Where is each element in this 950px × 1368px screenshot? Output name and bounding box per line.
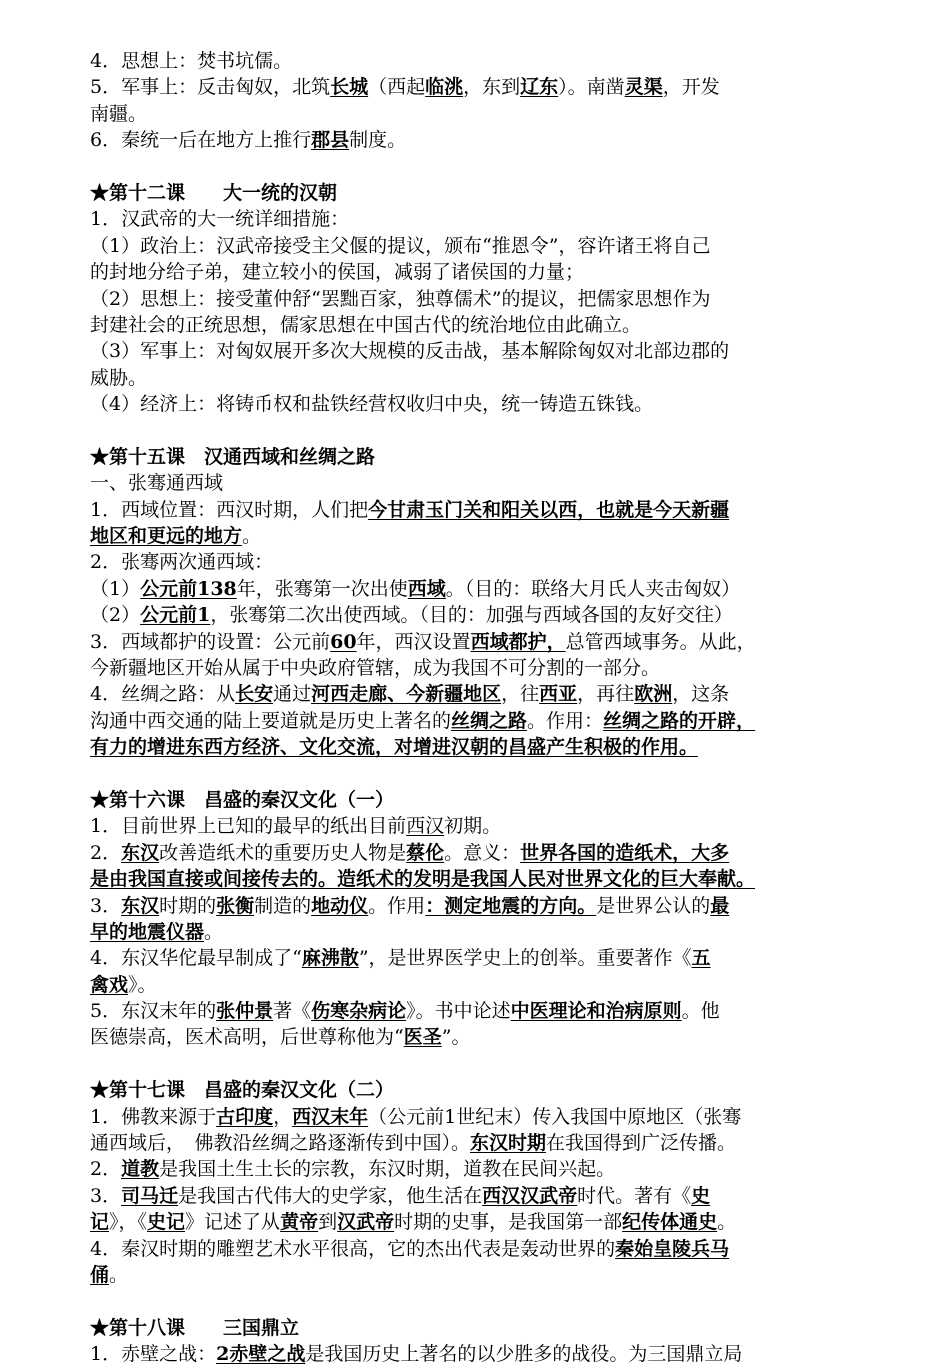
section-heading bbox=[90, 787, 870, 813]
emphasized-text: 黄帝 bbox=[280, 1211, 319, 1234]
text-span: 是世界公认的 bbox=[596, 894, 711, 917]
text-span: 1．目前世界上已知的最早的纸出目前 bbox=[90, 815, 407, 838]
emphasized-text: 今甘肃玉门关和阳关以西，也就是今天新疆 bbox=[368, 498, 730, 521]
text-span: 。 bbox=[242, 525, 262, 548]
text-span: ，再往 bbox=[577, 683, 635, 706]
text-line bbox=[90, 1209, 870, 1235]
text-span: 。他 bbox=[681, 1000, 720, 1023]
emphasized-text: 司马迁 bbox=[121, 1184, 179, 1207]
text-span: 。 bbox=[109, 1263, 129, 1286]
emphasized-text: 灵渠 bbox=[624, 76, 663, 99]
text-line bbox=[90, 1236, 870, 1262]
emphasized-text: 东汉时期 bbox=[470, 1132, 547, 1155]
text-span: ，张骞第二次出使西域。（目的：加强与西域各国的友好交往） bbox=[210, 604, 733, 627]
emphasized-text: 最 bbox=[710, 894, 730, 917]
text-span: ”，是世界医学史上的创举。重要著作《 bbox=[358, 947, 692, 970]
emphasized-text: 医圣 bbox=[403, 1026, 442, 1049]
text-line bbox=[90, 1262, 870, 1288]
emphasized-text: 张仲景 bbox=[216, 1000, 274, 1023]
emphasized-text: 公元前138 bbox=[140, 577, 237, 600]
text-span: 。 bbox=[717, 1211, 737, 1234]
emphasized-text: 秦始皇陵兵马 bbox=[615, 1237, 730, 1260]
text-line bbox=[90, 497, 870, 523]
emphasized-text: 俑 bbox=[90, 1263, 110, 1286]
emphasized-text: 东汉 bbox=[121, 894, 160, 917]
emphasized-text: 西域都护， bbox=[470, 630, 566, 653]
text-line bbox=[90, 549, 870, 575]
text-span: （3）军事上：对匈奴展开多次大规模的反击战，基本解除匈奴对北部边郡的 bbox=[90, 340, 730, 363]
text-line bbox=[90, 48, 870, 74]
text-span: ，东到 bbox=[463, 76, 521, 99]
text-span: （2）思想上：接受董仲舒“罢黜百家，独尊儒术”的提议，把儒家思想作为 bbox=[90, 287, 711, 310]
text-span: 威胁。 bbox=[90, 366, 148, 389]
emphasized-text: 五 bbox=[691, 947, 711, 970]
text-span: 一、张骞通西域 bbox=[90, 472, 224, 495]
text-line bbox=[90, 1183, 870, 1209]
text-span: 年，西汉设置 bbox=[356, 630, 471, 653]
text-line bbox=[90, 1341, 870, 1367]
emphasized-text: 临洮 bbox=[425, 76, 464, 99]
text-span: 封建社会的正统思想，儒家思想在中国古代的统治地位由此确立。 bbox=[90, 313, 642, 336]
emphasized-text: 早的地震仪器 bbox=[90, 920, 205, 943]
text-span: 3． bbox=[90, 894, 122, 917]
text-span: 2．张骞两次通西域： bbox=[90, 551, 274, 574]
text-span: （1） bbox=[90, 577, 141, 600]
text-span: 在我国得到广泛传播。 bbox=[546, 1132, 737, 1155]
text-span: 4．思想上：焚书坑儒。 bbox=[90, 50, 293, 72]
text-span: 》。书中论述 bbox=[406, 1000, 511, 1023]
text-line bbox=[90, 1156, 870, 1182]
emphasized-text: 丝绸之路的开辟， bbox=[603, 709, 756, 732]
text-span: 2． bbox=[90, 1158, 122, 1181]
text-span: 年，张骞第一次出使 bbox=[236, 577, 408, 600]
emphasized-text: 世界各国的造纸术，大多 bbox=[520, 841, 730, 864]
section-heading bbox=[90, 444, 870, 470]
text-line bbox=[90, 681, 870, 707]
text-span: 是我国古代伟大的史学家，他生活在 bbox=[178, 1184, 483, 1207]
text-span: 1．佛教来源于 bbox=[90, 1105, 217, 1128]
text-line bbox=[90, 101, 870, 127]
emphasized-text: 道教 bbox=[121, 1158, 160, 1181]
blank-line bbox=[90, 417, 870, 443]
text-line bbox=[90, 840, 870, 866]
text-line bbox=[90, 629, 870, 655]
text-line bbox=[90, 866, 870, 892]
text-span: 南疆。 bbox=[90, 102, 148, 125]
text-line bbox=[90, 998, 870, 1024]
text-line bbox=[90, 206, 870, 232]
text-span: ，往 bbox=[501, 683, 540, 706]
emphasized-text: 东汉 bbox=[121, 841, 160, 864]
text-span: 的封地分给子弟，建立较小的侯国，减弱了诸侯国的力量； bbox=[90, 261, 585, 284]
text-span: 6．秦统一后在地方上推行 bbox=[90, 129, 312, 152]
text-line bbox=[90, 365, 870, 391]
emphasized-text: 纪传体通史 bbox=[622, 1211, 718, 1234]
emphasized-text: 地区和更远的地方 bbox=[90, 525, 243, 548]
text-span: 时期的史事，是我国第一部 bbox=[394, 1211, 623, 1234]
text-span: ，这条 bbox=[672, 683, 730, 706]
text-span: 5．军事上：反击匈奴，北筑 bbox=[90, 76, 331, 99]
emphasized-text: ：测定地震的方向。 bbox=[425, 894, 597, 917]
emphasized-text: 西汉 bbox=[406, 815, 445, 838]
text-line bbox=[90, 813, 870, 839]
text-span: 通过 bbox=[273, 683, 312, 706]
section-heading bbox=[90, 180, 870, 206]
text-line bbox=[90, 734, 870, 760]
text-span: （4）经济上：将铸币权和盐铁经营权收归中央，统一铸造五铢钱。 bbox=[90, 393, 654, 416]
text-span: 初期。 bbox=[444, 815, 502, 838]
text-span: 通西域后， 佛教沿丝绸之路逐渐传到中国）。 bbox=[90, 1132, 471, 1155]
text-span: 制度。 bbox=[349, 129, 407, 152]
text-span: 。 bbox=[204, 920, 224, 943]
text-span: 。作用： bbox=[527, 709, 604, 732]
text-line bbox=[90, 1104, 870, 1130]
text-line bbox=[90, 391, 870, 417]
text-span: 》，《 bbox=[109, 1211, 148, 1234]
emphasized-text: ★第十二课 大一统的汉朝 bbox=[90, 181, 338, 204]
text-span: 沟通中西交通的陆上要道就是历史上著名的 bbox=[90, 709, 452, 732]
text-line bbox=[90, 972, 870, 998]
text-span: 2． bbox=[90, 841, 122, 864]
emphasized-text: ★第十八课 三国鼎立 bbox=[90, 1316, 300, 1339]
emphasized-text: ★第十六课 昌盛的秦汉文化（一） bbox=[90, 788, 395, 811]
text-span: 时代。著有《 bbox=[577, 1184, 692, 1207]
emphasized-text: 记 bbox=[90, 1211, 110, 1234]
text-span: ， bbox=[273, 1105, 293, 1128]
emphasized-text: 欧洲 bbox=[634, 683, 673, 706]
text-span: 制造的 bbox=[254, 894, 312, 917]
text-span: 。作用 bbox=[368, 894, 426, 917]
text-span: 4．丝绸之路：从 bbox=[90, 683, 236, 706]
text-span: 5．东汉末年的 bbox=[90, 1000, 217, 1023]
emphasized-text: 有力的增进东西方经济、文化交流，对增进汉朝的昌盛产生积极的作用。 bbox=[90, 736, 699, 759]
emphasized-text: 是由我国直接或间接传去的。造纸术的发明是我国人民对世界文化的巨大奉献。 bbox=[90, 868, 756, 891]
emphasized-text: 西域 bbox=[407, 577, 446, 600]
text-line bbox=[90, 127, 870, 153]
emphasized-text: 丝绸之路 bbox=[451, 709, 528, 732]
blank-line bbox=[90, 154, 870, 180]
emphasized-text: ★第十五课 汉通西域和丝绸之路 bbox=[90, 445, 376, 468]
text-span: 是我国历史上著名的以少胜多的战役。为三国鼎立局 bbox=[305, 1343, 743, 1366]
text-span: 。（目的：联络大月氏人夹击匈奴） bbox=[445, 577, 741, 600]
emphasized-text: 2赤壁之战 bbox=[216, 1343, 306, 1366]
text-span: 4．东汉华佗最早制成了“ bbox=[90, 947, 302, 970]
text-line bbox=[90, 655, 870, 681]
text-span: 是我国土生土长的宗教，东汉时期，道教在民间兴起。 bbox=[159, 1158, 616, 1181]
text-line bbox=[90, 945, 870, 971]
emphasized-text: 汉武帝 bbox=[337, 1211, 395, 1234]
text-span: 时期的 bbox=[159, 894, 217, 917]
emphasized-text: ★第十七课 昌盛的秦汉文化（二） bbox=[90, 1079, 395, 1102]
text-line bbox=[90, 893, 870, 919]
text-line bbox=[90, 919, 870, 945]
emphasized-text: 古印度 bbox=[216, 1105, 274, 1128]
emphasized-text: 河西走廊、今新疆地区 bbox=[311, 683, 502, 706]
text-line bbox=[90, 523, 870, 549]
text-span: 今新疆地区开始从属于中央政府管辖，成为我国不可分割的一部分。 bbox=[90, 656, 661, 679]
text-span: ，开发 bbox=[662, 76, 720, 99]
text-span: （西起 bbox=[368, 76, 426, 99]
text-span: 3． bbox=[90, 1184, 122, 1207]
emphasized-text: 张衡 bbox=[216, 894, 255, 917]
text-span: 》记述了从 bbox=[185, 1211, 281, 1234]
text-span: ”。 bbox=[441, 1026, 471, 1049]
emphasized-text: 伤寒杂病论 bbox=[311, 1000, 407, 1023]
text-span: （1）政治上：汉武帝接受主父偃的提议，颁布“推恩令”，容许诸王将自己 bbox=[90, 234, 711, 257]
text-span: 著《 bbox=[273, 1000, 312, 1023]
text-span: （公元前1世纪末）传入我国中原地区（张骞 bbox=[368, 1105, 742, 1128]
text-span: 》。 bbox=[128, 973, 157, 996]
text-span: 总管西域事务。从此， bbox=[565, 630, 756, 653]
text-line bbox=[90, 470, 870, 496]
emphasized-text: 中医理论和治病原则 bbox=[510, 1000, 682, 1023]
emphasized-text: 60 bbox=[330, 630, 357, 653]
emphasized-text: 西汉末年 bbox=[292, 1105, 369, 1128]
text-span: （2） bbox=[90, 604, 141, 627]
text-span: ）。南凿 bbox=[558, 76, 625, 99]
text-span: 医德崇高，医术高明，后世尊称他为“ bbox=[90, 1026, 404, 1049]
text-span: 。意义： bbox=[444, 841, 521, 864]
emphasized-text: 长安 bbox=[235, 683, 274, 706]
text-span: 1．西域位置：西汉时期，人们把 bbox=[90, 498, 369, 521]
text-span: 4．秦汉时期的雕塑艺术水平很高，它的杰出代表是轰动世界的 bbox=[90, 1237, 616, 1260]
section-heading bbox=[90, 1077, 870, 1103]
emphasized-text: 史记 bbox=[147, 1211, 186, 1234]
emphasized-text: 地动仪 bbox=[311, 894, 369, 917]
blank-line bbox=[90, 761, 870, 787]
text-span: 到 bbox=[318, 1211, 338, 1234]
emphasized-text: 禽戏 bbox=[90, 973, 129, 996]
emphasized-text: 西亚 bbox=[539, 683, 578, 706]
emphasized-text: 西汉汉武帝 bbox=[482, 1184, 578, 1207]
text-line bbox=[90, 708, 870, 734]
emphasized-text: 蔡伦 bbox=[406, 841, 445, 864]
text-line bbox=[90, 312, 870, 338]
text-line bbox=[90, 602, 870, 628]
emphasized-text: 辽东 bbox=[520, 76, 559, 99]
emphasized-text: 郡县 bbox=[311, 129, 350, 152]
text-line bbox=[90, 576, 870, 602]
text-line bbox=[90, 338, 870, 364]
text-line bbox=[90, 1024, 870, 1050]
text-span: 3．西域都护的设置：公元前 bbox=[90, 630, 331, 653]
text-line bbox=[90, 286, 870, 312]
blank-line bbox=[90, 1288, 870, 1314]
text-span: 1．赤壁之战： bbox=[90, 1343, 217, 1366]
blank-line bbox=[90, 1051, 870, 1077]
emphasized-text: 长城 bbox=[330, 76, 369, 99]
text-span: 改善造纸术的重要历史人物是 bbox=[159, 841, 407, 864]
emphasized-text: 公元前1 bbox=[140, 604, 211, 627]
emphasized-text: 麻沸散 bbox=[301, 947, 359, 970]
text-line bbox=[90, 1130, 870, 1156]
text-span: 1．汉武帝的大一统详细措施： bbox=[90, 208, 350, 231]
text-line bbox=[90, 233, 870, 259]
emphasized-text: 史 bbox=[691, 1184, 711, 1207]
section-heading bbox=[90, 1315, 870, 1341]
text-line bbox=[90, 259, 870, 285]
text-line bbox=[90, 74, 870, 100]
